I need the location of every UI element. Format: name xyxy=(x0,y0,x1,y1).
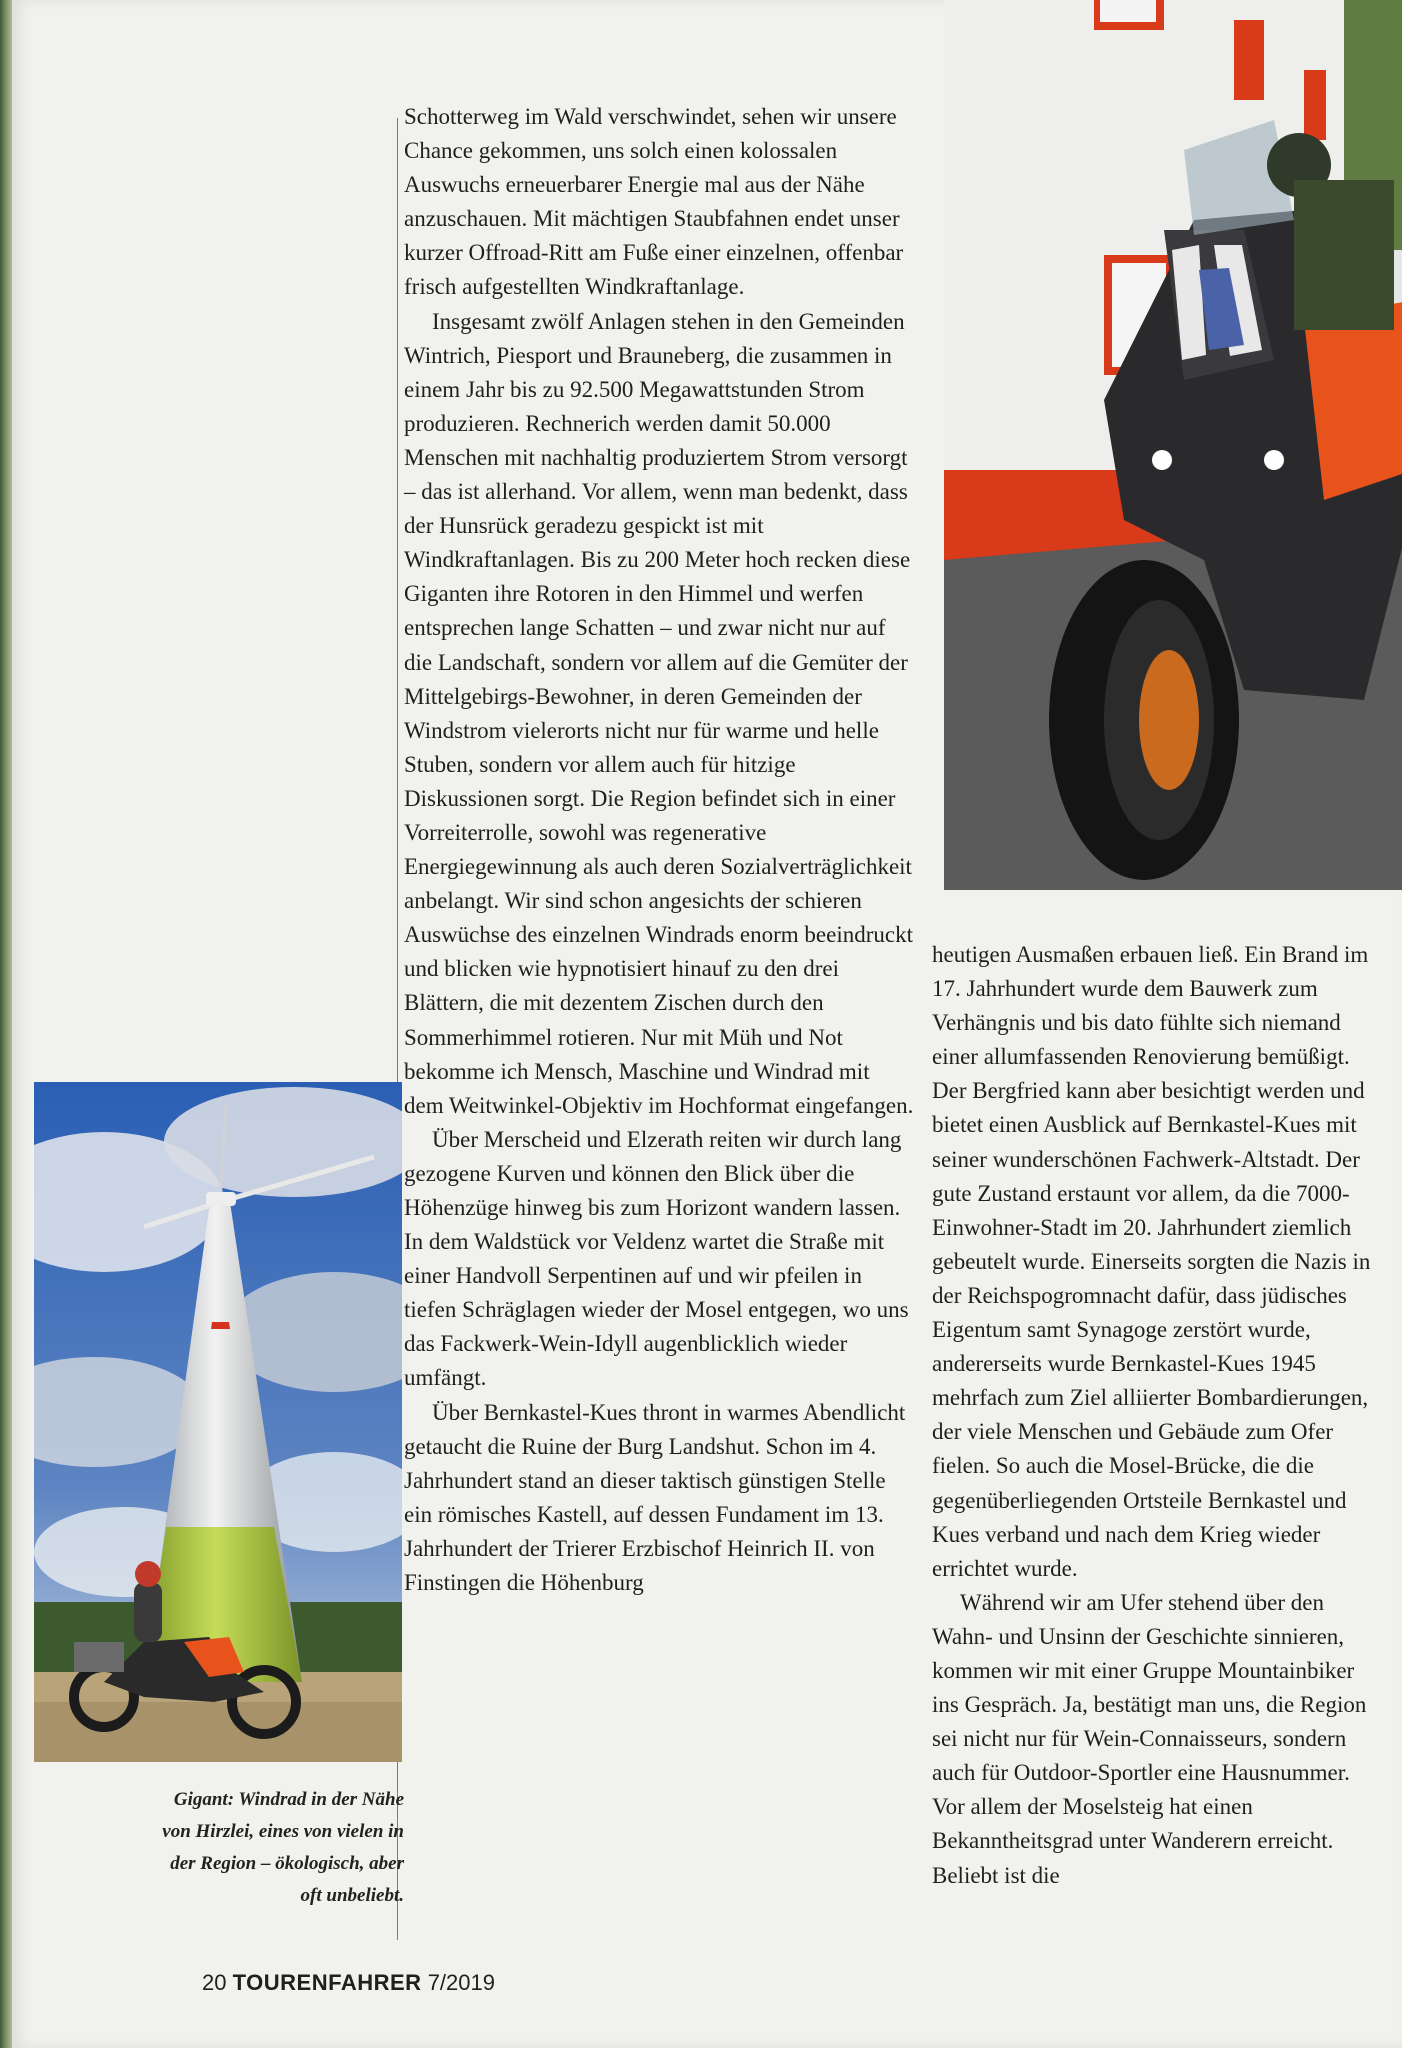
magazine-name: TOURENFAHRER xyxy=(232,1970,422,1995)
magazine-page xyxy=(12,0,1402,2048)
issue-number: 7/2019 xyxy=(427,1970,495,1995)
article-column-middle xyxy=(404,100,914,1600)
motorcycle-photo xyxy=(944,0,1402,890)
paragraph: Über Bernkastel-Kues thront in warmes Abendlicht getaucht die Ruine der Burg Landshut. Schon im 4. Jahrhundert stand an dieser taktisch günstigen Stelle ein römisches Kastell, auf dessen Fundament im 13. Jahrhundert der Trierer Erzbischof Heinrich II. von Finstingen die Höhenburg xyxy=(404,1399,906,1596)
paragraph: heutigen Ausmaßen erbauen ließ. Ein Brand im 17. Jahrhundert wurde dem Bauwerk zum Verhängnis und bis dato fühlte sich niemand einer allumfassenden Renovierung bemüßigt. Der Bergfried kann aber besichtigt werden und bietet einen Ausblick auf Bernkastel-Kues mit seiner wunderschönen Fachwerk-Altstadt. Der gute Zustand erstaunt vor allem, da die 7000-Einwohner-Stadt im 20. Jahrhundert ziemlich gebeutelt wurde. Einerseits sorgten die Nazis in der Reichspogromnacht dafür, dass jüdisches Eigentum samt Synagoge zerstört wurde, andererseits wurde Bernkastel-Kues 1945 mehrfach zum Ziel alliierter Bombardierungen, der viele Menschen und Gebäude zum Ofer fielen. So auch die Mosel-Brücke, die die gegenüberliegenden Ortsteile Bernkastel und Kues verband und nach dem Krieg wieder errichtet wurde. xyxy=(932,942,1371,1581)
wind-turbine-illustration xyxy=(34,1082,402,1762)
page-number: 20 xyxy=(202,1970,227,1995)
photo-caption: Gigant: Windrad in der Nähe von Hirzlei, eines von vielen in der Region – ökologisch, aber oft unbeliebt. xyxy=(162,1789,404,1906)
wind-turbine-photo xyxy=(34,1082,402,1762)
paragraph: Während wir am Ufer stehend über den Wahn- und Unsinn der Geschichte sinnieren, kommen wir mit einer Gruppe Mountainbiker ins Gespräch. Ja, bestätigt man uns, die Region sei nicht nur für Wein-Connaisseurs, sondern auch für Outdoor-Sportler eine Hausnummer. Vor allem der Moselsteig hat einen Bekanntheitsgrad unter Wanderern erreicht. Beliebt ist die xyxy=(932,1589,1367,1888)
paragraph: Über Merscheid und Elzerath reiten wir durch lang gezogene Kurven und können den Blick über die Höhenzüge hinweg bis zum Horizont wandern lassen. In dem Waldstück vor Veldenz wartet die Straße mit einer Handvoll Serpentinen auf und wir pfeilen in tiefen Schräglagen wieder der Mosel entgegen, wo uns das Fackwerk-Wein-Idyll augenblicklich wieder umfängt. xyxy=(404,1126,909,1391)
article-column-right xyxy=(932,938,1384,1893)
motorcycle-illustration xyxy=(944,0,1402,890)
paragraph: Insgesamt zwölf Anlagen stehen in den Gemeinden Wintrich, Piesport und Brauneberg, die zusammen in einem Jahr bis zu 92.500 Megawattstunden Strom produzieren. Rechnerich werden damit 50.000 Menschen mit nachhaltig produziertem Strom versorgt – das ist allerhand. Vor allem, wenn man bedenkt, dass der Hunsrück geradezu gespickt ist mit Windkraftanlagen. Bis zu 200 Meter hoch recken diese Giganten ihre Rotoren in den Himmel und werfen entsprechen lange Schatten – und zwar nicht nur auf die Landschaft, sondern vor allem auf die Gemüter der Mittelgebirgs-Bewohner, in deren Gemeinden der Windstrom vielerorts nicht nur für warme und helle Stuben, sondern vor allem auch für hitzige Diskussionen sorgt. Die Region befindet sich in einer Vorreiterrolle, sowohl was regenerative Energiegewinnung als auch deren Sozialverträglichkeit anbelangt. Wir sind schon angesichts der schieren Auswüchse des einzelnen Windrads enorm beeindruckt und blicken wie hypnotisiert hinauf zu den drei Blättern, die mit dezentem Zischen durch den Sommerhimmel rotieren. Nur mit Müh und Not bekomme ich Mensch, Maschine und Windrad mit dem Weitwinkel-Objektiv im Hochformat eingefangen. xyxy=(404,308,914,1118)
paragraph: Schotterweg im Wald verschwindet, sehen wir unsere Chance gekommen, uns solch einen kolossalen Auswuchs erneuerbarer Energie mal aus der Nähe anzuschauen. Mit mächtigen Staubfahnen endet unser kurzer Offroad-Ritt am Fuße einer einzelnen, offenbar frisch aufgestellten Windkraftanlage. xyxy=(404,104,904,300)
page-footer xyxy=(202,1970,495,1996)
